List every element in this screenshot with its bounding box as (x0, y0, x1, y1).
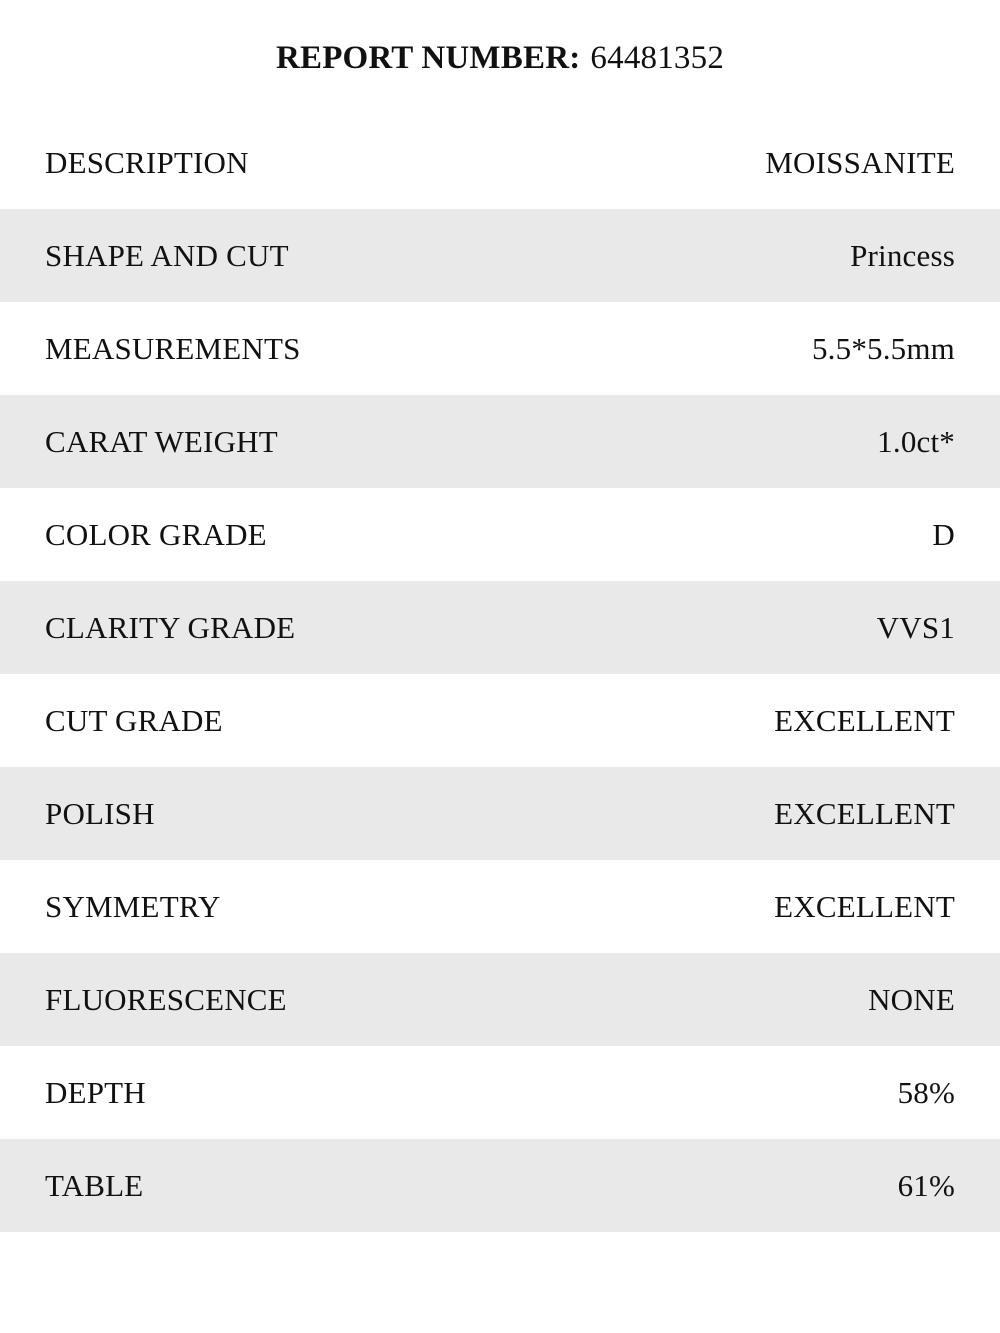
spec-row-shape-and-cut (0, 209, 1000, 302)
report-number-label: REPORT NUMBER: (275, 39, 581, 76)
spec-value: EXCELLENT (774, 702, 955, 738)
spec-row-color-grade (0, 488, 1000, 581)
spec-value: 5.5*5.5mm (811, 330, 955, 366)
spec-value: VVS1 (876, 609, 955, 645)
report-number-value: 64481352 (590, 39, 725, 76)
spec-value: NONE (868, 981, 955, 1017)
spec-row-fluorescence (0, 953, 1000, 1046)
spec-label: POLISH (45, 795, 155, 831)
spec-value: EXCELLENT (774, 795, 955, 831)
spec-row-measurements (0, 302, 1000, 395)
spec-value: EXCELLENT (774, 888, 955, 924)
spec-label: SYMMETRY (45, 888, 221, 924)
spec-value: D (932, 516, 955, 552)
spec-label: CLARITY GRADE (45, 609, 296, 645)
spec-label: DEPTH (45, 1074, 146, 1110)
report-header (0, 0, 1000, 116)
spec-value: Princess (850, 237, 955, 273)
spec-label: DESCRIPTION (45, 144, 249, 180)
spec-label: CUT GRADE (45, 702, 223, 738)
spec-row-table (0, 1139, 1000, 1232)
spec-label: TABLE (45, 1167, 144, 1203)
spec-label: SHAPE AND CUT (45, 237, 289, 273)
spec-value: 1.0ct* (877, 423, 955, 459)
spec-label: FLUORESCENCE (45, 981, 287, 1017)
spec-row-polish (0, 767, 1000, 860)
spec-label: MEASUREMENTS (45, 330, 301, 366)
spec-value: MOISSANITE (765, 144, 955, 180)
spec-row-carat-weight (0, 395, 1000, 488)
spec-row-description (0, 116, 1000, 209)
spec-row-cut-grade (0, 674, 1000, 767)
specification-table (0, 116, 1000, 1232)
spec-value: 61% (897, 1167, 955, 1203)
spec-label: CARAT WEIGHT (45, 423, 278, 459)
spec-row-symmetry (0, 860, 1000, 953)
spec-row-clarity-grade (0, 581, 1000, 674)
spec-value: 58% (897, 1074, 955, 1110)
spec-row-depth (0, 1046, 1000, 1139)
spec-label: COLOR GRADE (45, 516, 267, 552)
